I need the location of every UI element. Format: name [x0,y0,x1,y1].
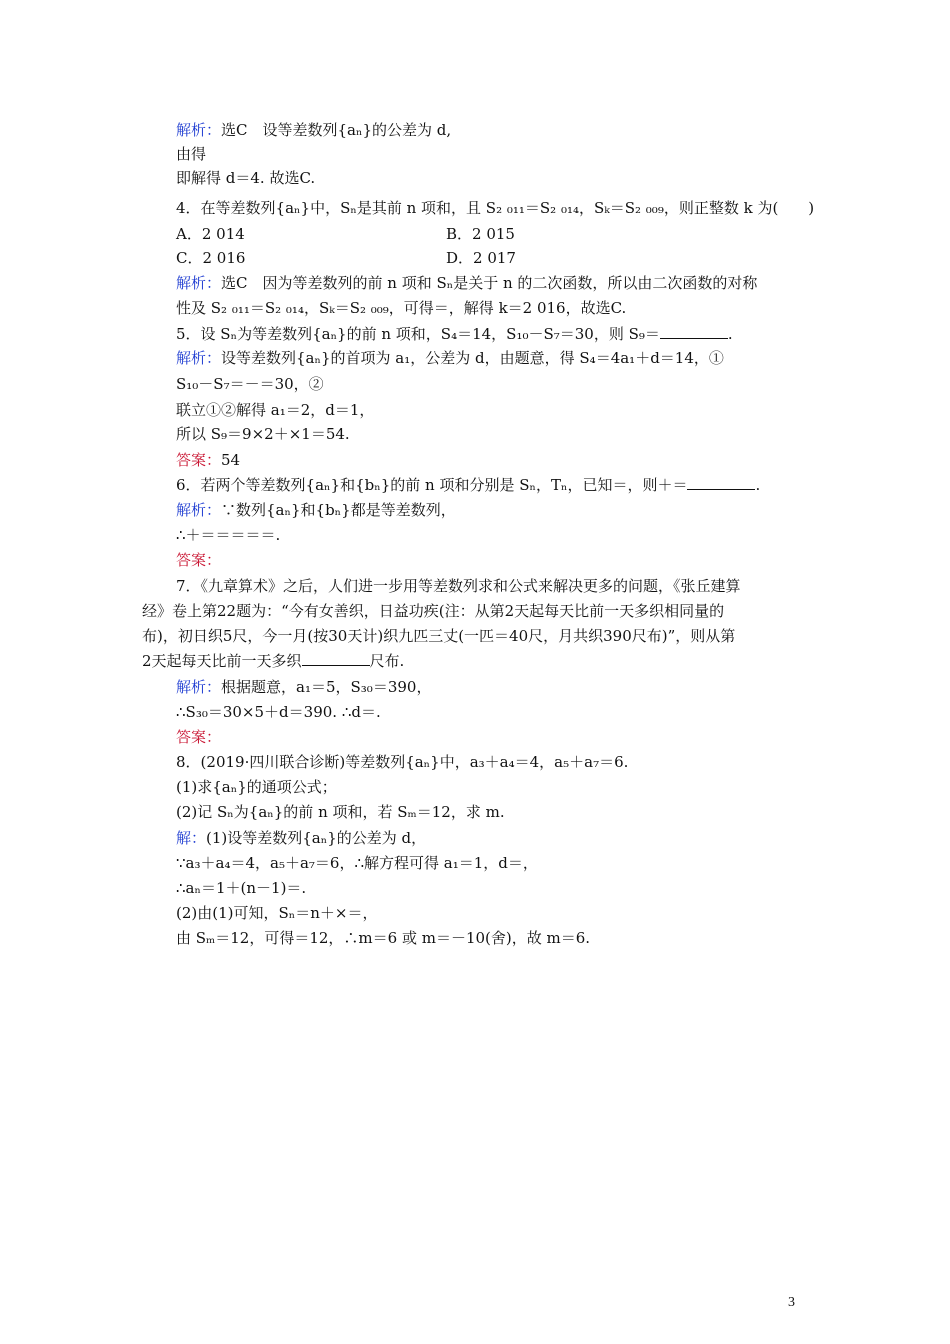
q5-solution-line-1 [176,346,808,370]
question-7-line-1 [176,574,808,598]
line-text: 即解得 d＝4. 故选C. [176,169,316,187]
answer-blank [302,651,370,666]
line-text: (2)由(1)可知，Sₙ＝n＋×＝， [176,904,378,922]
answer-label: 答案： [176,551,222,569]
solution-label: 解析： [176,349,222,367]
line-text: 经》卷上第22题为：“今有女善织，日益功疾(注：从第2天起每天比前一天多织相同量的 [142,602,725,620]
q8-solution-line-4 [176,901,808,925]
line-text: (1)设等差数列{aₙ}的公差为 d， [206,829,427,847]
solution-line-1 [176,118,808,142]
line-text: 6．若两个等差数列{aₙ}和{bₙ}的前 n 项和分别是 Sₙ，Tₙ，已知＝，则＋＝ [176,476,688,494]
line-text: 由得 [176,145,207,163]
q6-answer [176,548,808,572]
line-text: 4．在等差数列{aₙ}中，Sₙ是其前 n 项和，且 S₂ ₀₁₁＝S₂ ₀₁₄，Sₖ＝S₂ ₀₀₉，则正整数 k 为( ) [176,199,815,217]
line-text: 2天起每天比前一天多织 [142,652,302,670]
line-text: ∴S₃₀＝30×5＋d＝390. ∴d＝. [176,703,381,721]
choice-c: C．2 016 [176,249,246,267]
solution-label: 解： [176,829,207,847]
answer-blank [687,475,755,490]
q6-solution-line-1 [176,498,808,522]
solution-label: 解析： [176,678,222,696]
q5-answer [176,448,808,472]
q8-solution-line-1 [176,826,808,850]
question-7-line-2 [142,599,808,623]
line-text: 根据题意，a₁＝5，S₃₀＝390， [221,678,432,696]
line-end: . [755,476,761,494]
line-text: 5．设 Sₙ为等差数列{aₙ}的前 n 项和，S₄＝14，S₁₀－S₇＝30，则 S₉＝ [176,325,660,343]
solution-line-2 [176,142,808,166]
q4-solution-line-2 [176,296,808,320]
line-text: ∴aₙ＝1＋(n－1)＝. [176,879,307,897]
line-text: S₁₀－S₇＝－＝30，② [176,375,324,393]
question-8-line-3 [176,800,808,824]
line-end: 尺布. [369,652,405,670]
line-text: 7．《九章算术》之后，人们进一步用等差数列求和公式来解决更多的问题，《张丘建算 [176,577,741,595]
line-text: 所以 S₉＝9×2＋×1＝54. [176,425,350,443]
line-text: (2)记 Sₙ为{aₙ}的前 n 项和，若 Sₘ＝12，求 m. [176,803,505,821]
solution-label: 解析： [176,121,222,139]
question-6 [176,473,808,497]
page-number: 3 [788,1295,795,1310]
q5-solution-line-3 [176,398,808,422]
solution-label: 解析： [176,274,222,292]
line-text: 由 Sₘ＝12，可得＝12，∴m＝6 或 m＝－10(舍)，故 m＝6. [176,929,591,947]
question-5 [176,322,808,346]
question-8-line-2 [176,775,808,799]
solution-label: 解析： [176,501,222,519]
answer-blank [660,324,728,339]
line-text: 布)，初日织5尺，今一月(按30天计)织九匹三丈(一匹＝40尺，月共织390尺布)”，则从第 [142,627,736,645]
line-text: 8．(2019·四川联合诊断)等差数列{aₙ}中，a₃＋a₄＝4，a₅＋a₇＝6. [176,753,629,771]
choice-d: D．2 017 [446,249,516,267]
choice-a: A．2 014 [176,225,245,243]
choice-b: B．2 015 [446,225,515,243]
line-text: 54 [221,451,241,469]
q7-solution-line-2 [176,700,808,724]
answer-label: 答案： [176,728,222,746]
question-7-line-4 [142,649,808,673]
line-text: (1)求{aₙ}的通项公式； [176,778,337,796]
q8-solution-line-5 [176,926,808,950]
answer-label: 答案： [176,451,222,469]
q6-solution-line-2 [176,523,808,547]
q8-solution-line-3 [176,876,808,900]
line-text: 选C 因为等差数列的前 n 项和 Sₙ是关于 n 的二次函数，所以由二次函数的对称 [221,274,758,292]
line-text: ∵数列{aₙ}和{bₙ}都是等差数列， [221,501,456,519]
question-7-line-3 [142,624,808,648]
q5-solution-line-4 [176,422,808,446]
q4-solution-line-1 [176,271,808,295]
line-text: 联立①②解得 a₁＝2，d＝1， [176,401,375,419]
q7-solution-line-1 [176,675,808,699]
line-text: ∵a₃＋a₄＝4，a₅＋a₇＝6，∴解方程可得 a₁＝1，d＝， [176,854,538,872]
solution-line-3 [176,166,808,190]
q8-solution-line-2 [176,851,808,875]
line-text: 性及 S₂ ₀₁₁＝S₂ ₀₁₄，Sₖ＝S₂ ₀₀₉，可得＝，解得 k＝2 016，故选C. [176,299,627,317]
line-end: . [727,325,733,343]
line-text: 选C 设等差数列{aₙ}的公差为 d, [221,121,452,139]
line-text: 设等差数列{aₙ}的首项为 a₁，公差为 d，由题意，得 S₄＝4a₁＋d＝14，① [221,349,724,367]
question-8-line-1 [176,750,808,774]
q7-answer [176,725,808,749]
question-4 [176,196,815,220]
q5-solution-line-2 [176,372,808,396]
line-text: ∴＋＝＝＝＝＝. [176,526,281,544]
